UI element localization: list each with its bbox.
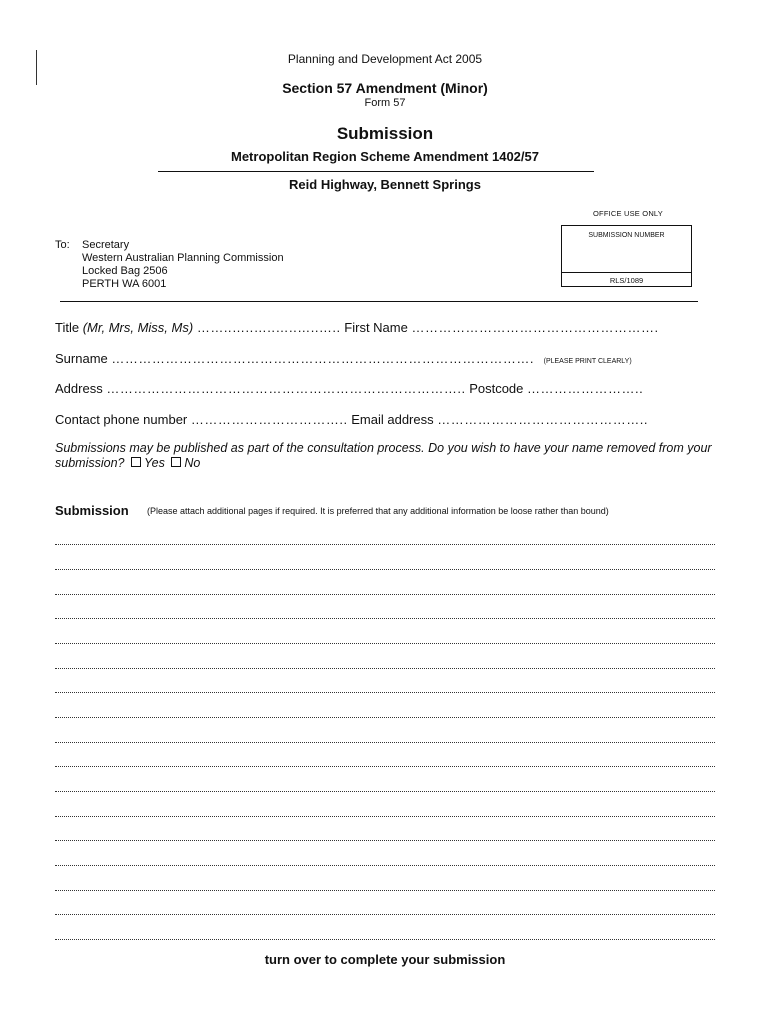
- submission-line[interactable]: [55, 569, 715, 570]
- submission-number-label: SUBMISSION NUMBER: [588, 232, 665, 239]
- yes-label: Yes: [143, 456, 165, 470]
- section-title: Section 57 Amendment (Minor): [282, 80, 488, 96]
- address-field[interactable]: ……………………………………………………………………..: [106, 381, 466, 396]
- reference-number: RLS/1089: [609, 276, 644, 285]
- submission-line[interactable]: [55, 618, 715, 619]
- phone-field[interactable]: ……………………………..: [190, 412, 348, 427]
- recipient-address: [82, 239, 284, 291]
- submission-line[interactable]: [55, 890, 715, 891]
- surname-row: [55, 351, 715, 366]
- question-text: Submissions may be published as part of the consultation process. Do you wish to have your name removed from your submission?: [55, 441, 712, 470]
- email-label: Email address: [351, 412, 434, 427]
- no-label: No: [184, 456, 201, 470]
- postcode-label: Postcode: [469, 381, 524, 396]
- office-use-label: OFFICE USE ONLY: [593, 209, 663, 218]
- first-name-field[interactable]: ……………………………………………….: [411, 320, 659, 335]
- act-name: Planning and Development Act 2005: [287, 52, 483, 66]
- print-note: (PLEASE PRINT CLEARLY): [543, 358, 632, 365]
- submission-line[interactable]: [55, 914, 715, 915]
- location-title: Reid Highway, Bennett Springs: [289, 177, 481, 192]
- first-name-label: First Name: [344, 320, 408, 335]
- submission-line[interactable]: [55, 668, 715, 669]
- no-checkbox[interactable]: [171, 457, 181, 467]
- submission-line[interactable]: [55, 791, 715, 792]
- submission-line[interactable]: [55, 594, 715, 595]
- recipient-line: Secretary: [82, 239, 130, 251]
- submission-line[interactable]: [55, 939, 715, 940]
- submission-line[interactable]: [55, 643, 715, 644]
- submission-line[interactable]: [55, 742, 715, 743]
- header-rule: [158, 171, 594, 172]
- postcode-field[interactable]: ……………………..: [527, 381, 644, 396]
- page-title: Submission: [336, 124, 434, 143]
- submission-line[interactable]: [55, 544, 715, 545]
- submission-line[interactable]: [55, 840, 715, 841]
- title-hint: (Mr, Mrs, Miss, Ms): [82, 320, 194, 335]
- submission-box-divider: [562, 272, 691, 273]
- submission-line[interactable]: [55, 717, 715, 718]
- yes-checkbox[interactable]: [131, 457, 141, 467]
- title-label: Title: [55, 320, 80, 335]
- recipient-line: Locked Bag 2506: [82, 265, 168, 277]
- submission-line[interactable]: [55, 692, 715, 693]
- submission-heading: Submission: [55, 503, 129, 518]
- recipient-line: PERTH WA 6001: [82, 278, 167, 290]
- title-field[interactable]: ……..…..…..…..…..…..: [196, 320, 341, 335]
- turn-over-note: turn over to complete your submission: [264, 952, 506, 967]
- surname-field[interactable]: ………………………………………………………………………………….: [111, 351, 534, 366]
- title-row: [55, 320, 715, 335]
- publication-question: [55, 441, 715, 471]
- submission-line[interactable]: [55, 816, 715, 817]
- address-row: [55, 381, 715, 396]
- address-rule: [60, 301, 698, 302]
- contact-row: [55, 412, 715, 427]
- recipient-line: Western Australian Planning Commission: [82, 252, 284, 264]
- form-number: Form 57: [364, 97, 406, 109]
- submission-line[interactable]: [55, 766, 715, 767]
- to-label: To:: [55, 239, 70, 251]
- submission-number-box: [561, 225, 692, 287]
- address-label: Address: [55, 381, 103, 396]
- amendment-title: Metropolitan Region Scheme Amendment 1402/57: [231, 149, 539, 164]
- surname-label: Surname: [55, 351, 108, 366]
- email-field[interactable]: ………………………………………..: [437, 412, 648, 427]
- submission-line[interactable]: [55, 865, 715, 866]
- submission-note: (Please attach additional pages if required. It is preferred that any additional information be loose rather than bound): [147, 506, 609, 516]
- phone-label: Contact phone number: [55, 412, 188, 427]
